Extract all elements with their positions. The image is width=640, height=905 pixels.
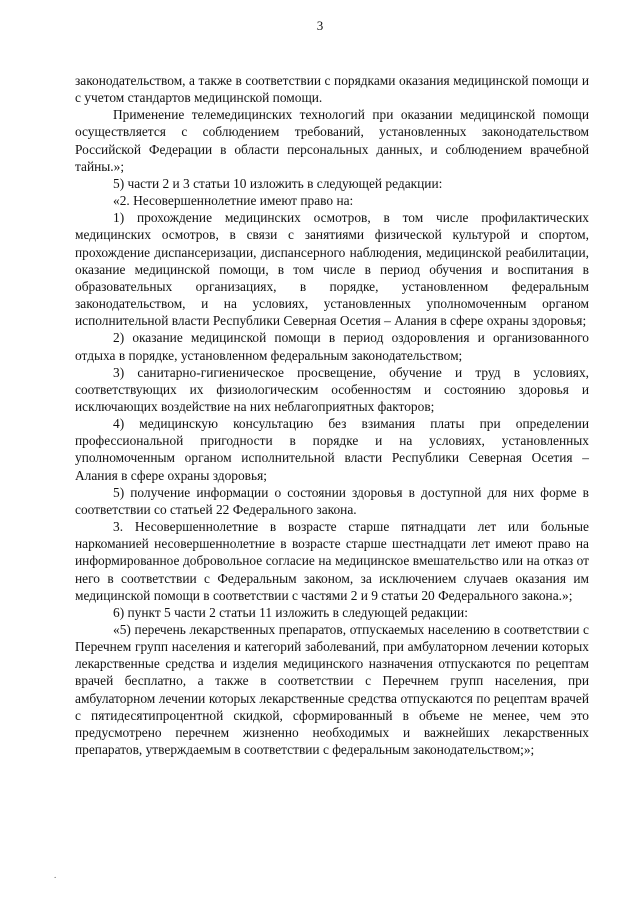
paragraph-item-5: 5) части 2 и 3 статьи 10 изложить в следующей редакции: bbox=[113, 175, 443, 191]
paragraph-item-6: 6) пункт 5 части 2 статьи 11 изложить в следующей редакции: bbox=[113, 604, 468, 620]
paragraph-right-3: 3) санитарно-гигиеническое просвещение, обучение и труд в условиях, соответствующих их физиологическим особенностям и состоянию здоровья и исключающих воздействие на них неблагоприятных факторов; bbox=[75, 364, 589, 414]
document-body bbox=[75, 72, 589, 758]
paragraph-right-1: 1) прохождение медицинских осмотров, в том числе профилактических медицинских осмотров, в связи с занятиями физической культурой и спортом, прохождение диспансеризации, диспансерного наблюдения, медицинской реабилитации, оказание медицинской помощи, в том числе в период обучения и воспитания в образовательных организациях, в порядке, установленном федеральным законодательством, и на условиях, установленных уполномоченным органом исполнительной власти Республики Северная Осетия – Алания в сфере охраны здоровья; bbox=[75, 210, 589, 329]
paragraph-right-5: 5) получение информации о состоянии здоровья в доступной для них форме в соответствии со статьей 22 Федерального закона. bbox=[75, 484, 589, 517]
paragraph-right-4: 4) медицинскую консультацию без взимания платы при определении профессиональной пригодности в порядке и на условиях, установленных уполномоченным органом исполнительной власти Республики Северная Осетия – Алания в сфере охраны здоровья; bbox=[75, 416, 589, 483]
margin-dot: . bbox=[54, 870, 57, 880]
paragraph-telemedicine: Применение телемедицинских технологий при оказании медицинской помощи осуществляется с соблюдением требований, установленных законодательством Российской Федерации в области персональных данных, и соблюдением врачебной тайны.»; bbox=[75, 107, 589, 174]
paragraph-right-2: 2) оказание медицинской помощи в период оздоровления и организованного отдыха в порядке, установленном федеральным законодательством; bbox=[75, 330, 589, 363]
paragraph-minors-rights-heading: «2. Несовершеннолетние имеют право на: bbox=[113, 193, 354, 209]
page-number: 3 bbox=[316, 18, 324, 33]
paragraph-continuation: законодательством, а также в соответствии с порядками оказания медицинской помощи и с учетом стандартов медицинской помощи. bbox=[75, 73, 589, 106]
paragraph-drug-list: «5) перечень лекарственных препаратов, отпускаемых населению в соответствии с Перечнем групп населения и категорий заболеваний, при амбулаторном лечении которых лекарственные средства и изделия медицинского назначения отпускаются по рецептам врачей бесплатно, а также в соответствии с Перечнем групп населения, при амбулаторном лечении которых лекарственные средства отпускаются по рецептам врачей с пятидесятипроцентной скидкой, сформированный в объеме не менее, чем это предусмотрено перечнем жизненно необходимых и важнейших лекарственных препаратов, утверждаемым в соответствии с федеральным законодательством;»; bbox=[75, 622, 589, 758]
paragraph-part-3: 3. Несовершеннолетние в возрасте старше пятнадцати лет или больные наркоманией несовершеннолетние в возрасте старше шестнадцати лет имеют право на информированное добровольное согласие на медицинское вмешательство или на отказ от него в соответствии с Федеральным законом, за исключением случаев оказания им медицинской помощи в соответствии с частями 2 и 9 статьи 20 Федерального закона.»; bbox=[75, 519, 589, 603]
